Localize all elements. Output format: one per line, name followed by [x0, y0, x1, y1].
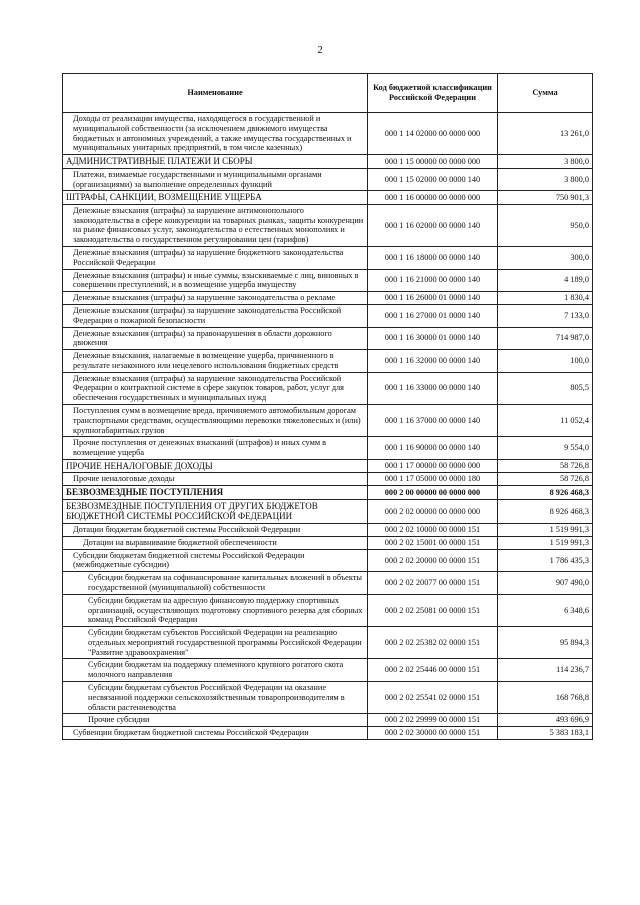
row-name: Денежные взыскания (штрафы) за нарушение антимонопольного законодательства в сфере конкуренции на товарных рынках, защиты конкуренции на рынке финансовых услуг, законодательства о естественных монополиях и законодательства о государственном регулировании цен (тарифов): [63, 204, 368, 246]
row-code: 000 2 02 15001 00 0000 151: [368, 536, 498, 549]
row-amount: 58 726,8: [498, 459, 593, 473]
table-row: [63, 727, 593, 740]
row-code: 000 2 02 25382 02 0000 151: [368, 627, 498, 659]
header-code: Код бюджетной классификации Российской Федерации: [368, 74, 498, 113]
row-code: 000 1 16 30000 01 0000 140: [368, 327, 498, 350]
row-amount: 58 726,8: [498, 473, 593, 486]
table-row: [63, 486, 593, 500]
row-amount: 3 800,0: [498, 168, 593, 191]
table-row: [63, 714, 593, 727]
row-amount: 9 554,0: [498, 437, 593, 460]
row-amount: 100,0: [498, 350, 593, 373]
row-code: 000 2 02 30000 00 0000 151: [368, 727, 498, 740]
row-code: 000 1 16 27000 01 0000 140: [368, 304, 498, 327]
row-name: БЕЗВОЗМЕЗДНЫЕ ПОСТУПЛЕНИЯ: [63, 486, 368, 500]
table-row: [63, 536, 593, 549]
table-row: [63, 350, 593, 373]
row-name: Субсидии бюджетам субъектов Российской Федерации на реализацию отдельных мероприятий государственной программы Российской Федерации "Развитие здравоохранения": [63, 627, 368, 659]
row-name: БЕЗВОЗМЕЗДНЫЕ ПОСТУПЛЕНИЯ ОТ ДРУГИХ БЮДЖЕТОВ БЮДЖЕТНОЙ СИСТЕМЫ РОССИЙСКОЙ ФЕДЕРАЦИИ: [63, 499, 368, 523]
page-number: 2: [317, 44, 323, 56]
table-row: [63, 304, 593, 327]
row-name: Прочие субсидии: [63, 714, 368, 727]
row-name: Платежи, взимаемые государственными и муниципальными органами (организациями) за выполнение определенных функций: [63, 168, 368, 191]
row-amount: 13 261,0: [498, 113, 593, 155]
row-name: Денежные взыскания (штрафы) за нарушение законодательства Российской Федерации о пожарной безопасности: [63, 304, 368, 327]
row-code: 000 2 02 29999 00 0000 151: [368, 714, 498, 727]
row-code: 000 1 17 00000 00 0000 000: [368, 459, 498, 473]
row-name: Субсидии бюджетам субъектов Российской Федерации на оказание несвязанной поддержки сельскохозяйственным товаропроизводителям в области растениеводства: [63, 682, 368, 714]
table-row: [63, 327, 593, 350]
table-row: [63, 459, 593, 473]
header-amount: Сумма: [498, 74, 593, 113]
row-amount: 1 519 991,3: [498, 524, 593, 537]
table-row: [63, 524, 593, 537]
row-code: 000 1 17 05000 00 0000 180: [368, 473, 498, 486]
row-name: Денежные взыскания (штрафы) за правонарушения в области дорожного движения: [63, 327, 368, 350]
budget-revenue-table: [62, 73, 593, 740]
row-amount: 907 490,0: [498, 572, 593, 595]
table-row: [63, 168, 593, 191]
row-amount: 1 830,4: [498, 292, 593, 305]
row-name: Дотации на выравнивание бюджетной обеспеченности: [63, 536, 368, 549]
row-code: 000 1 16 18000 00 0000 140: [368, 247, 498, 270]
row-amount: 114 236,7: [498, 659, 593, 682]
row-amount: 168 768,8: [498, 682, 593, 714]
row-amount: 95 894,3: [498, 627, 593, 659]
row-code: 000 1 16 32000 00 0000 140: [368, 350, 498, 373]
row-amount: 493 696,9: [498, 714, 593, 727]
table-row: [63, 437, 593, 460]
row-name: Денежные взыскания (штрафы) за нарушение законодательства Российской Федерации о контрактной системе в сфере закупок товаров, работ, услуг для обеспечения государственных и муниципальных нужд: [63, 372, 368, 404]
row-code: 000 1 16 02000 00 0000 140: [368, 204, 498, 246]
row-code: 000 1 16 90000 00 0000 140: [368, 437, 498, 460]
row-name: Денежные взыскания (штрафы) за нарушение бюджетного законодательства Российской Федерации: [63, 247, 368, 270]
row-code: 000 1 14 02000 00 0000 000: [368, 113, 498, 155]
table-row: [63, 404, 593, 436]
row-name: Денежные взыскания (штрафы) за нарушение законодательства о рекламе: [63, 292, 368, 305]
table-row: [63, 292, 593, 305]
row-name: АДМИНИСТРАТИВНЫЕ ПЛАТЕЖИ И СБОРЫ: [63, 155, 368, 169]
row-amount: 805,5: [498, 372, 593, 404]
row-code: 000 1 16 21000 00 0000 140: [368, 269, 498, 292]
row-amount: 300,0: [498, 247, 593, 270]
row-amount: 950,0: [498, 204, 593, 246]
row-amount: 11 052,4: [498, 404, 593, 436]
table-header-row: [63, 74, 593, 113]
row-code: 000 2 02 25446 00 0000 151: [368, 659, 498, 682]
row-name: Денежные взыскания (штрафы) и иные суммы, взыскиваемые с лиц, виновных в совершении преступлений, и в возмещение ущерба имуществу: [63, 269, 368, 292]
row-code: 000 2 02 20000 00 0000 151: [368, 549, 498, 572]
row-name: Субсидии бюджетам на адресную финансовую поддержку спортивных организаций, осуществляющих подготовку спортивного резерва для сборных команд Российской Федерации: [63, 594, 368, 626]
row-amount: 7 133,0: [498, 304, 593, 327]
table-row: [63, 473, 593, 486]
table-row: [63, 269, 593, 292]
row-name: Поступления сумм в возмещение вреда, причиняемого автомобильным дорогам транспортными средствами, осуществляющими перевозки тяжеловесных и (или) крупногабаритных грузов: [63, 404, 368, 436]
row-name: Прочие поступления от денежных взысканий (штрафов) и иных сумм в возмещение ущерба: [63, 437, 368, 460]
table-row: [63, 549, 593, 572]
row-code: 000 1 16 37000 00 0000 140: [368, 404, 498, 436]
row-name: Субсидии бюджетам на поддержку племенного крупного рогатого скота молочного направления: [63, 659, 368, 682]
row-amount: 6 348,6: [498, 594, 593, 626]
row-code: 000 2 02 00000 00 0000 000: [368, 499, 498, 523]
row-name: Субсидии бюджетам на софинансирование капитальных вложений в объекты государственной (муниципальной) собственности: [63, 572, 368, 595]
table-row: [63, 594, 593, 626]
row-name: ПРОЧИЕ НЕНАЛОГОВЫЕ ДОХОДЫ: [63, 459, 368, 473]
row-name: Дотации бюджетам бюджетной системы Российской Федерации: [63, 524, 368, 537]
row-name: Субвенции бюджетам бюджетной системы Российской Федерации: [63, 727, 368, 740]
table-row: [63, 627, 593, 659]
row-amount: 8 926 468,3: [498, 499, 593, 523]
row-name: Доходы от реализации имущества, находящегося в государственной и муниципальной собственности (за исключением движимого имущества бюджетных и автономных учреждений, а также имущества государственных и муниципальных унитарных предприятий, в том числе казенных): [63, 113, 368, 155]
row-amount: 3 800,0: [498, 155, 593, 169]
row-amount: 4 189,0: [498, 269, 593, 292]
table-row: [63, 204, 593, 246]
row-code: 000 2 00 00000 00 0000 000: [368, 486, 498, 500]
row-name: Прочие неналоговые доходы: [63, 473, 368, 486]
table-row: [63, 372, 593, 404]
table-row: [63, 247, 593, 270]
table-row: [63, 113, 593, 155]
table-row: [63, 499, 593, 523]
row-code: 000 1 15 02000 00 0000 140: [368, 168, 498, 191]
table-row: [63, 682, 593, 714]
row-code: 000 2 02 25541 02 0000 151: [368, 682, 498, 714]
row-name: Денежные взыскания, налагаемые в возмещение ущерба, причиненного в результате незаконного или нецелевого использования бюджетных средств: [63, 350, 368, 373]
header-name: Наименование: [63, 74, 368, 113]
row-amount: 1 519 991,3: [498, 536, 593, 549]
row-name: ШТРАФЫ, САНКЦИИ, ВОЗМЕЩЕНИЕ УЩЕРБА: [63, 191, 368, 205]
row-code: 000 1 16 33000 00 0000 140: [368, 372, 498, 404]
row-amount: 750 901,3: [498, 191, 593, 205]
table-row: [63, 191, 593, 205]
row-amount: 1 786 435,3: [498, 549, 593, 572]
row-amount: 714 987,0: [498, 327, 593, 350]
row-code: 000 2 02 20077 00 0000 151: [368, 572, 498, 595]
row-name: Субсидии бюджетам бюджетной системы Российской Федерации (межбюджетные субсидии): [63, 549, 368, 572]
row-amount: 5 383 183,1: [498, 727, 593, 740]
table-row: [63, 572, 593, 595]
row-code: 000 2 02 10000 00 0000 151: [368, 524, 498, 537]
table-row: [63, 659, 593, 682]
row-code: 000 1 16 26000 01 0000 140: [368, 292, 498, 305]
table-row: [63, 155, 593, 169]
row-amount: 8 926 468,3: [498, 486, 593, 500]
row-code: 000 1 16 00000 00 0000 000: [368, 191, 498, 205]
row-code: 000 2 02 25081 00 0000 151: [368, 594, 498, 626]
row-code: 000 1 15 00000 00 0000 000: [368, 155, 498, 169]
